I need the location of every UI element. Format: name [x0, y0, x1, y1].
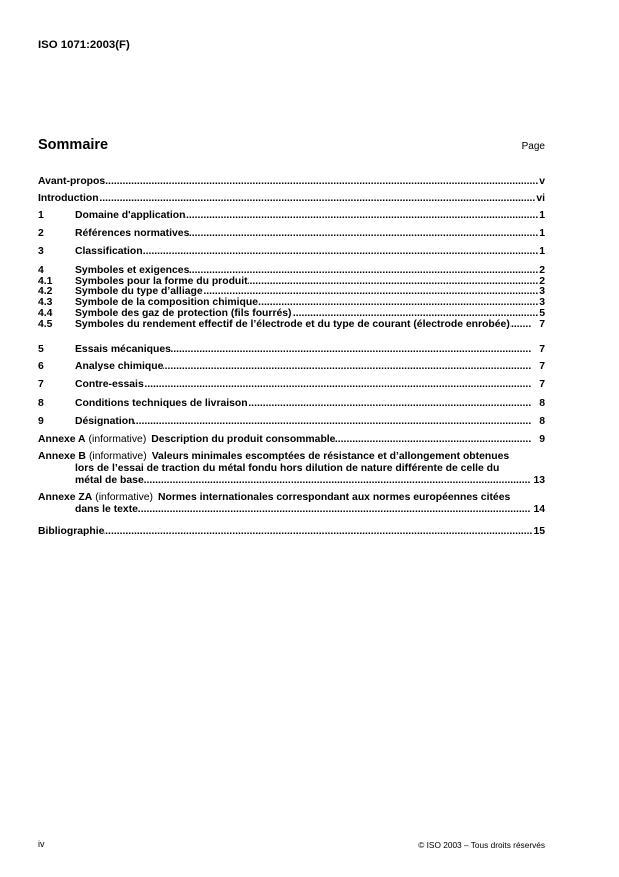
- toc-entry-number: 4.3: [38, 297, 53, 308]
- dot-leader: [510, 319, 531, 331]
- dot-leader: [144, 475, 531, 487]
- toc-entry-title-line: métal de base: [75, 475, 144, 486]
- toc-entry-title: Désignation: [75, 416, 135, 427]
- toc-entry-annex: [38, 451, 545, 463]
- dot-leader: [144, 379, 531, 391]
- toc-entry-page: 3: [539, 297, 545, 308]
- toc-entry-page: 7: [539, 361, 545, 372]
- toc-entry-page: 7: [539, 319, 545, 330]
- toc-entry-number: 4: [38, 265, 44, 276]
- toc-entry-title-line: dans le texte: [75, 504, 138, 515]
- annex-qualifier: (informative): [88, 451, 147, 462]
- toc-entry-clause: [38, 379, 545, 391]
- toc-entry-front: [38, 176, 545, 188]
- toc-entry-title: Valeurs minimales escomptées de résistance et d’allongement obtenues: [151, 451, 510, 462]
- toc-entry-page: 1: [539, 246, 545, 257]
- footer-copyright: © ISO 2003 – Tous droits réservés: [418, 840, 545, 850]
- toc-entry-subclause: [38, 319, 545, 331]
- toc-entry-clause: [38, 416, 545, 428]
- toc-entry-number: 6: [38, 361, 44, 372]
- toc-entry-clause: [38, 210, 545, 222]
- toc-entry-page: 1: [539, 210, 545, 221]
- toc-entry-title: Conditions techniques de livraison: [75, 398, 248, 409]
- toc-entry-clause: [38, 344, 545, 356]
- toc-entry-clause: [38, 228, 545, 240]
- dot-leader: [105, 176, 538, 188]
- toc-entry-title: Essais mécaniques: [75, 344, 171, 355]
- dot-leader: [171, 344, 531, 356]
- toc-entry-page: 8: [539, 416, 545, 427]
- toc-entry-bibliography: [38, 526, 545, 538]
- dot-leader: [335, 434, 531, 446]
- toc-entry-page: 14: [533, 504, 545, 515]
- toc-entry-page: 7: [539, 379, 545, 390]
- toc-entry-title: Classification: [75, 246, 143, 257]
- toc-entry-number: 3: [38, 246, 44, 257]
- toc-entry-title: Domaine d'application: [75, 210, 186, 221]
- annex-qualifier: (informative): [95, 492, 154, 503]
- toc-entry-title: Symboles du rendement effectif de l’électrode et du type de courant (électrode enrobée): [75, 319, 510, 330]
- toc-entry-front: [38, 193, 545, 205]
- toc-entry-title: Symbole des gaz de protection (fils fourrés): [75, 308, 292, 319]
- dot-leader: [163, 361, 531, 373]
- toc-entry-annex-continuation: [38, 475, 545, 487]
- toc-entry-annex-continuation: [38, 463, 545, 475]
- annex-label: Annexe A: [38, 434, 86, 445]
- toc-entry-number: 5: [38, 344, 44, 355]
- toc-entry-number: 4.4: [38, 308, 53, 319]
- toc-entry-title: Avant-propos: [38, 176, 106, 187]
- toc-entry-title: Contre-essais: [75, 379, 144, 390]
- dot-leader: [104, 526, 532, 538]
- toc-entry-number: 1: [38, 210, 44, 221]
- toc-entry-page: v: [539, 176, 545, 187]
- toc-entry-number: 4.1: [38, 276, 53, 287]
- toc-entry-title: Normes internationales correspondant aux normes européennes citées: [158, 492, 511, 503]
- toc-entry-page: 15: [533, 526, 545, 537]
- toc-entry-clause: [38, 246, 545, 258]
- toc-entry-number: 9: [38, 416, 44, 427]
- dot-leader: [185, 210, 538, 222]
- toc-entry-title: Analyse chimique: [75, 361, 164, 372]
- toc-entry-title: Symboles et exigences: [75, 265, 190, 276]
- dot-leader: [99, 193, 536, 205]
- toc-entry-annex: [38, 492, 545, 504]
- toc-entry-title: Symbole de la composition chimique: [75, 297, 259, 308]
- dot-leader: [134, 416, 531, 428]
- toc-entry-number: 2: [38, 228, 44, 239]
- annex-label: Annexe ZA: [38, 492, 93, 503]
- toc-entry-number: 4.2: [38, 286, 53, 297]
- toc-entry-page: vi: [536, 193, 545, 204]
- dot-leader: [189, 228, 538, 240]
- toc-entry-page: 1: [539, 228, 545, 239]
- toc-entry-number: 7: [38, 379, 44, 390]
- toc-entry-title: Bibliographie: [38, 526, 105, 537]
- toc-entry-title: Références normatives: [75, 228, 190, 239]
- toc-entry-clause: [38, 398, 545, 410]
- toc-entry-clause: [38, 361, 545, 373]
- toc-entry-number: 8: [38, 398, 44, 409]
- toc-entry-page: 5: [539, 308, 545, 319]
- toc-entry-page: 8: [539, 398, 545, 409]
- toc-entry-page: 3: [539, 286, 545, 297]
- dot-leader: [138, 504, 530, 516]
- document-id: ISO 1071:2003(F): [38, 39, 130, 51]
- toc-entry-page: 9: [539, 434, 545, 445]
- dot-leader: [248, 398, 532, 410]
- page-title: Sommaire: [38, 137, 109, 153]
- toc-entry-annex-continuation: [38, 504, 545, 516]
- toc-entry-number: 4.5: [38, 319, 53, 330]
- annex-qualifier: (informative): [88, 434, 147, 445]
- toc-entry-title: Symboles pour la forme du produit: [75, 276, 248, 287]
- toc-entry-title-line: lors de l’essai de traction du métal fondu hors dilution de nature différente de celle du: [75, 463, 500, 474]
- toc-entry-annex: [38, 434, 545, 446]
- toc-entry-page: 7: [539, 344, 545, 355]
- toc-entry-page: 2: [539, 265, 545, 276]
- page-column-label: Page: [521, 141, 545, 152]
- footer-page-number: iv: [38, 839, 45, 849]
- toc-entry-page: 13: [533, 475, 545, 486]
- toc-entry-page: 2: [539, 276, 545, 287]
- dot-leader: [143, 246, 539, 258]
- toc-entry-title: Symbole du type d’alliage: [75, 286, 203, 297]
- toc-entry-title: Description du produit consommable: [151, 434, 336, 445]
- annex-label: Annexe B: [38, 451, 86, 462]
- toc-entry-title: Introduction: [38, 193, 99, 204]
